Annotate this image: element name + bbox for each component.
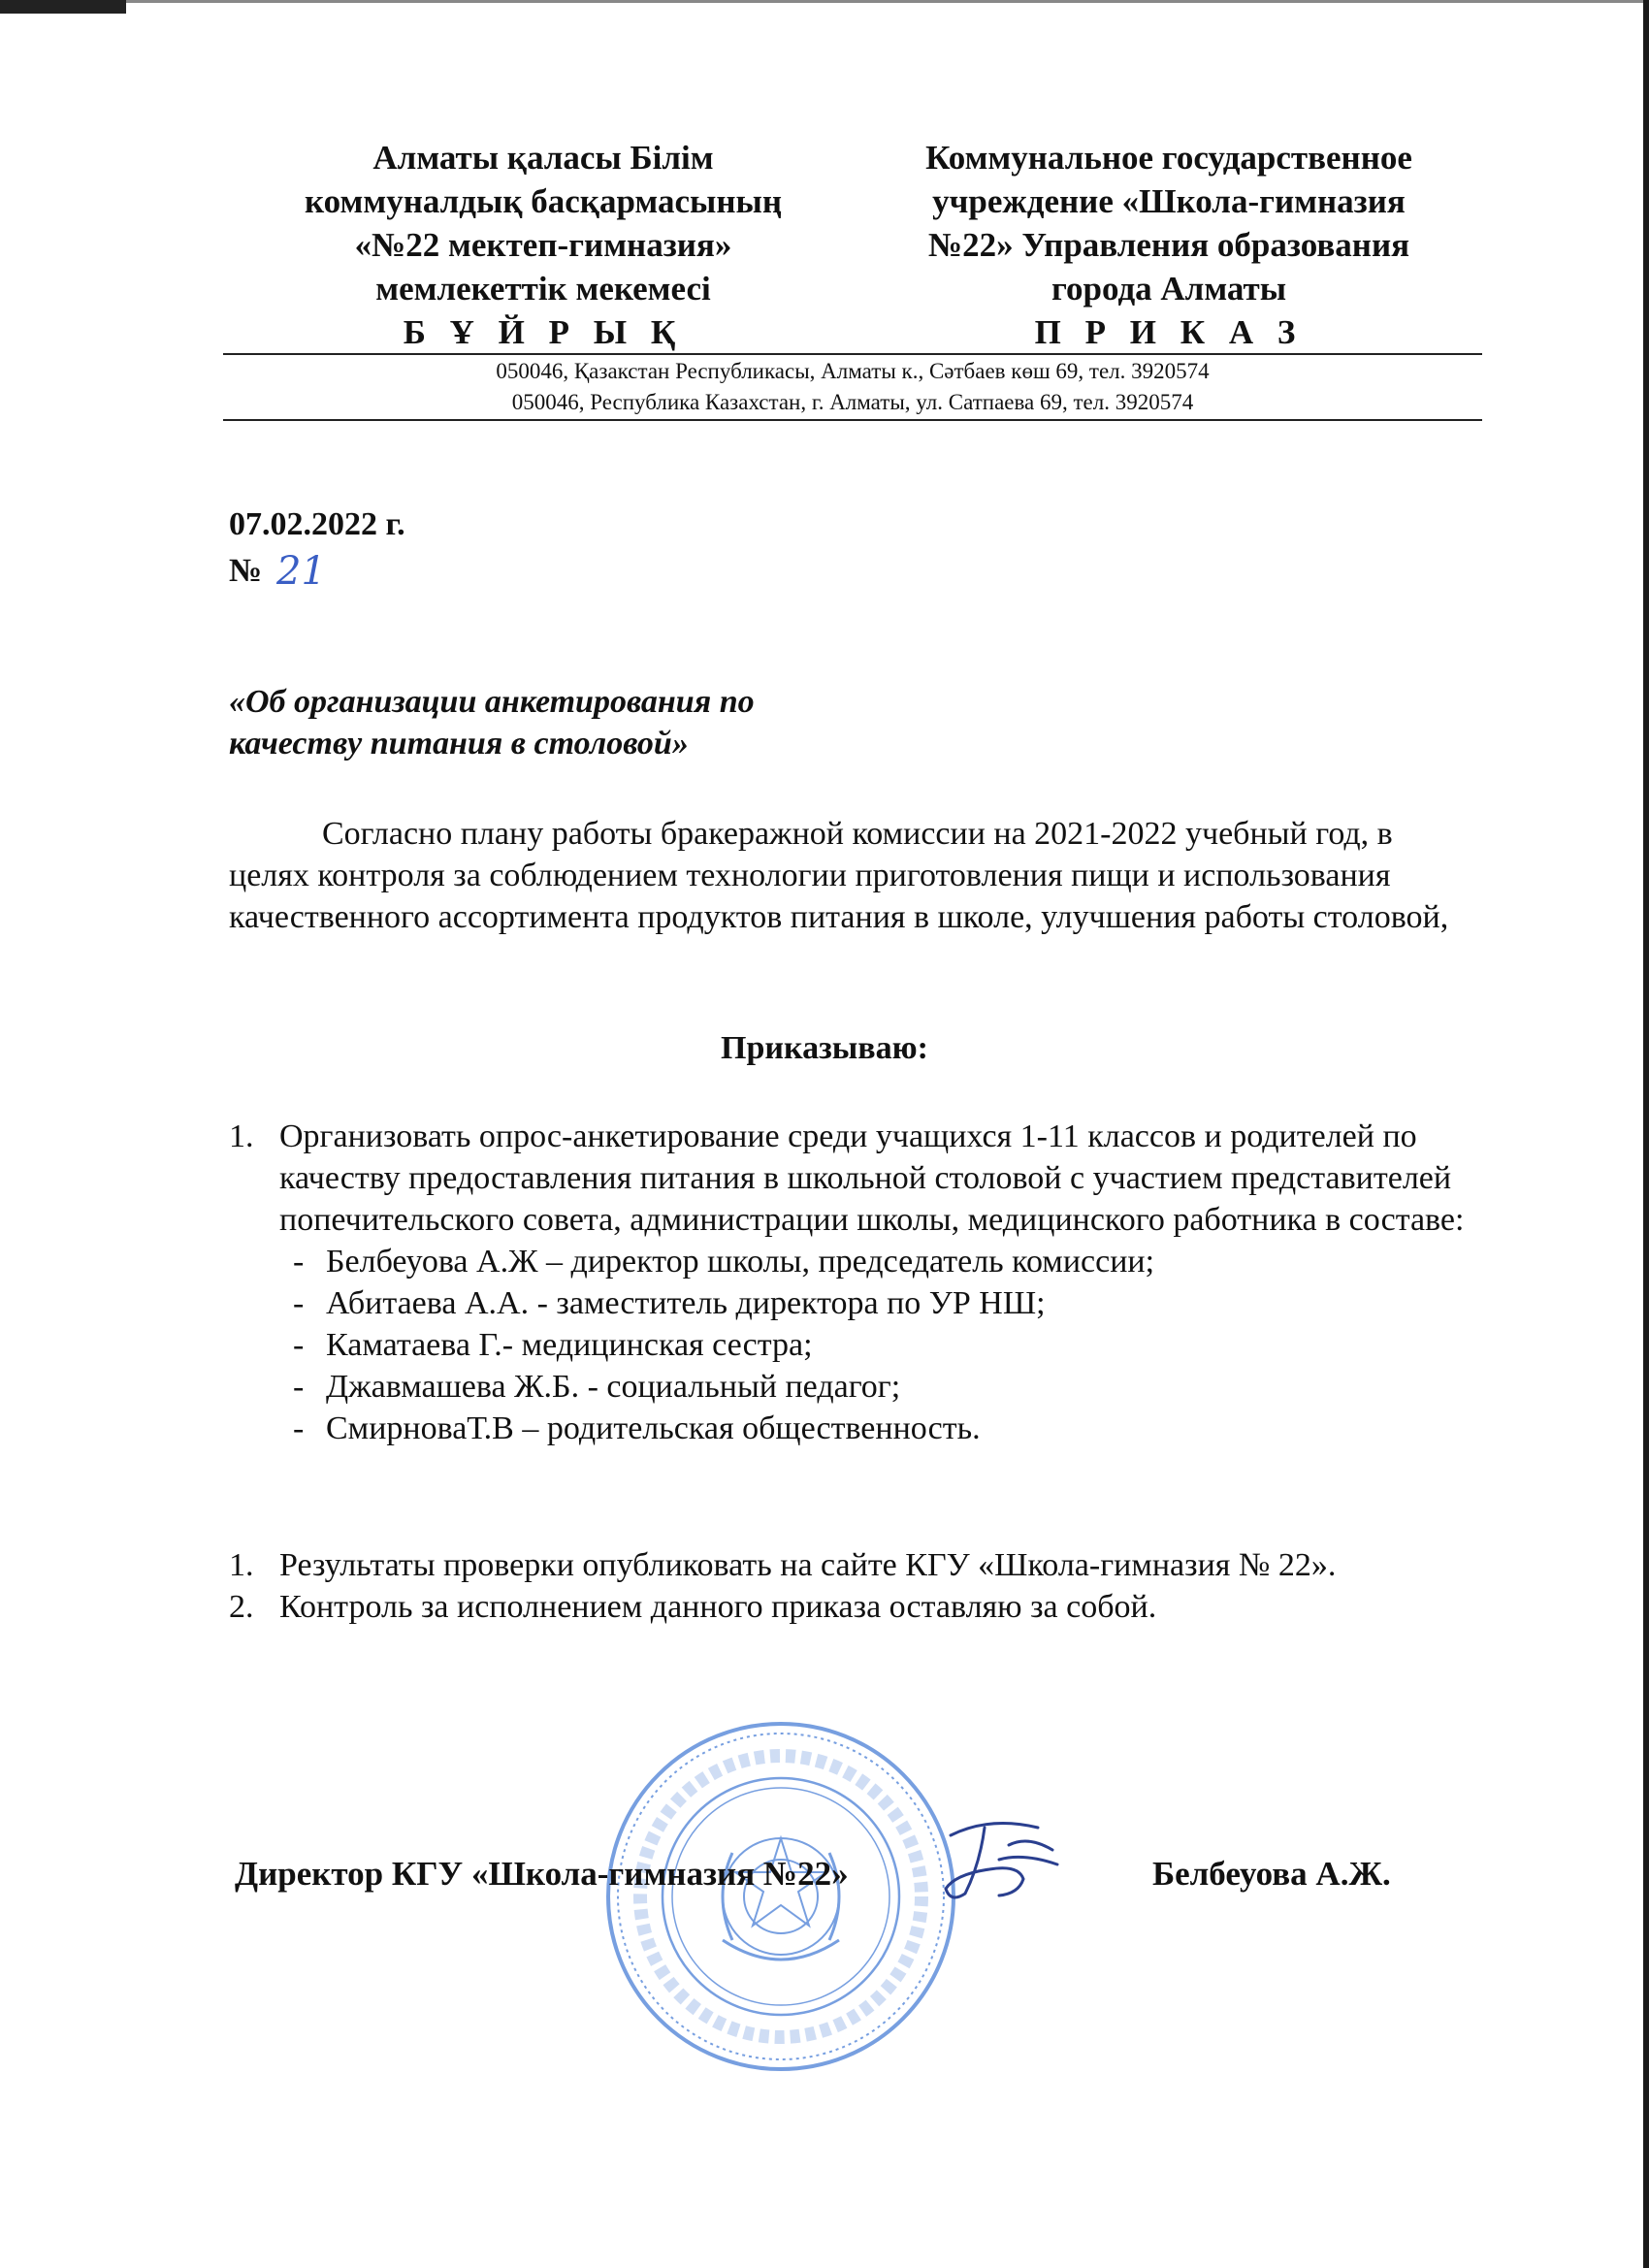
order-item	[229, 1544, 1490, 1586]
scan-edge-top	[0, 0, 1649, 3]
scan-edge-right	[1643, 0, 1649, 2268]
dash-marker: -	[293, 1369, 305, 1405]
member-item	[229, 1241, 1490, 1282]
header-divider-bottom	[223, 419, 1482, 421]
dash-marker: -	[293, 1410, 305, 1446]
dash-marker: -	[293, 1285, 305, 1321]
member-item	[229, 1282, 1490, 1324]
address-russian: 050046, Республика Казахстан, г. Алматы, ул. Сатпаева 69, тел. 3920574	[511, 390, 1194, 414]
member-item	[229, 1324, 1490, 1366]
item-text: Контроль за исполнением данного приказа оставляю за собой.	[279, 1589, 1157, 1625]
header-kz-line: мемлекеттік мекемесі	[375, 270, 711, 308]
scan-corner-mark	[0, 0, 126, 14]
order-item	[229, 1586, 1490, 1628]
header-kz-title: Б Ұ Й Р Ы Қ	[403, 313, 684, 351]
header-ru-line: города Алматы	[1051, 270, 1287, 308]
item-text: Организовать опрос-анкетирование среди учащихся 1-11 классов и родителей по качеству предоставления питания в школьной столовой с участием представителей попечительского совета, администрации школы, медицинского работника в составе:	[279, 1118, 1465, 1238]
item-number: 1.	[229, 1547, 254, 1583]
member-text: Джавмашева Ж.Б. - социальный педагог;	[326, 1369, 901, 1405]
document-number-handwritten: 21	[276, 549, 326, 594]
handwritten-signature	[931, 1806, 1067, 1913]
item-text: Результаты проверки опубликовать на сайте КГУ «Школа-гимназия № 22».	[279, 1547, 1337, 1583]
signature-name: Белбеуова А.Ж.	[1152, 1855, 1391, 1893]
order-heading: Приказываю:	[721, 1030, 928, 1066]
header-kz-line: «№22 мектеп-гимназия»	[354, 226, 732, 264]
member-text: СмирноваТ.В – родительская общественность.	[326, 1410, 981, 1446]
order-item	[229, 1116, 1490, 1241]
document-number-label: №	[229, 553, 263, 589]
order-list-second	[229, 1544, 1490, 1628]
dash-marker: -	[293, 1244, 305, 1280]
member-item	[229, 1366, 1490, 1408]
subject-line: «Об организации анкетирования по	[229, 684, 755, 720]
document-date: 07.02.2022 г.	[229, 506, 405, 542]
member-text: Абитаева А.А. - заместитель директора по УР НШ;	[326, 1285, 1046, 1321]
subject-line: качеству питания в столовой»	[229, 726, 689, 761]
preamble-paragraph: Согласно плану работы бракеражной комиссии на 2021-2022 учебный год, в целях контроля за соблюдением технологии приготовления пищи и использования качественного ассортимента продуктов питания в школе, улучшения работы столовой,	[229, 816, 1449, 935]
header-kz-line: Алматы қаласы Білім	[372, 139, 714, 177]
header-ru-line: №22» Управления образования	[927, 226, 1410, 264]
order-list-first	[229, 1116, 1490, 1449]
header-russian	[873, 136, 1465, 354]
header-kazakh	[247, 136, 839, 354]
member-text: Каматаева Г.- медицинская сестра;	[326, 1327, 813, 1363]
member-item	[229, 1408, 1490, 1449]
signature-title: Директор КГУ «Школа-гимназия №22»	[235, 1855, 849, 1893]
header-kz-line: коммуналдық басқармасының	[304, 182, 783, 220]
member-text: Белбеуова А.Ж – директор школы, председатель комиссии;	[326, 1244, 1155, 1280]
item-number: 2.	[229, 1589, 254, 1625]
header-divider-top	[223, 353, 1482, 355]
header-ru-line: Коммунальное государственное	[925, 139, 1412, 177]
address-kazakh: 050046, Қазакстан Республикасы, Алматы к., Сәтбаев көш 69, тел. 3920574	[496, 359, 1210, 383]
document-subject	[229, 681, 908, 764]
header-ru-title: П Р И К А З	[1034, 313, 1304, 351]
header-ru-line: учреждение «Школа-гимназия	[932, 182, 1406, 220]
item-number: 1.	[229, 1118, 254, 1154]
official-stamp	[601, 1717, 960, 2076]
dash-marker: -	[293, 1327, 305, 1363]
